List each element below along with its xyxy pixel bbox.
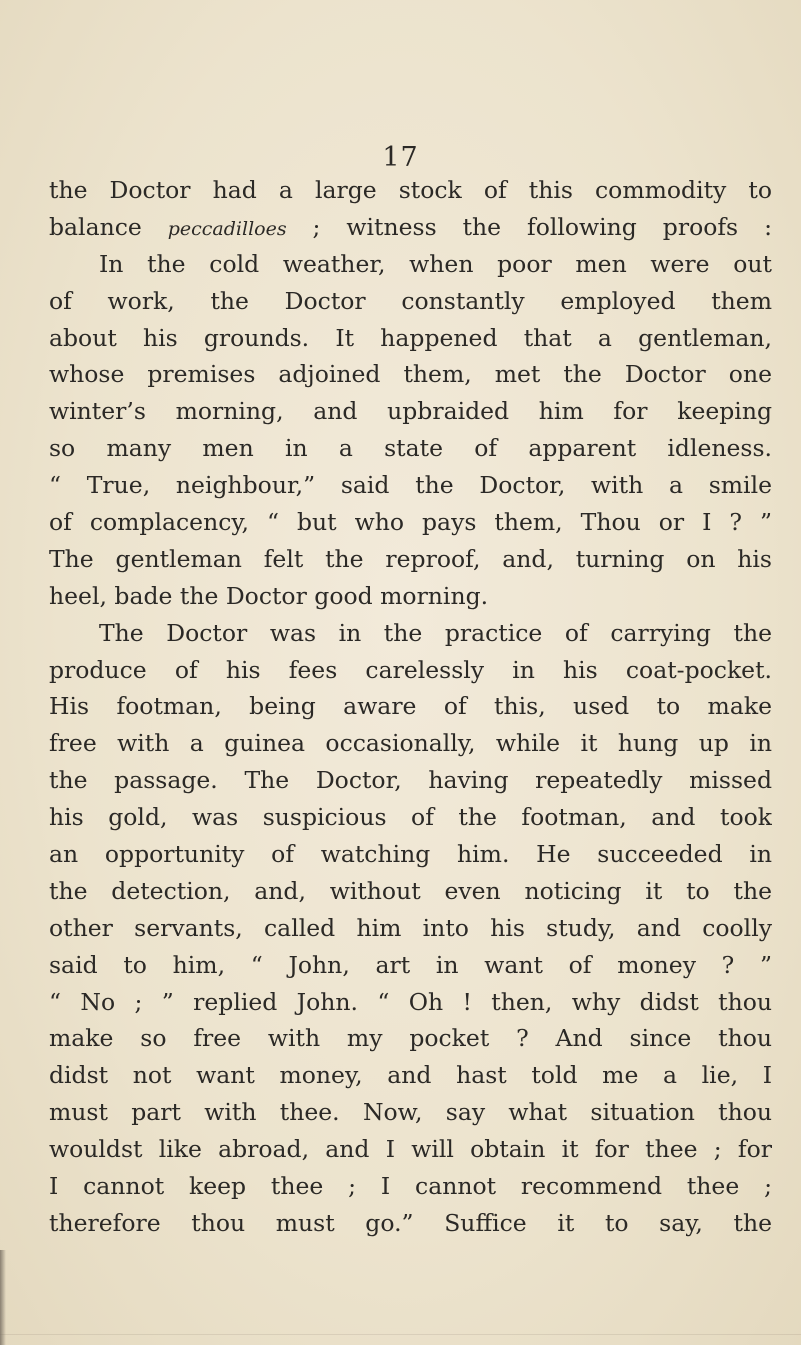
text-line: free with a guinea occasionally, while it hung up in (49, 729, 772, 758)
text-line: produce of his fees carelessly in his coat-pocket. (49, 655, 772, 684)
body-text (49, 172, 772, 1242)
text-line (49, 209, 772, 246)
text-line: so many men in a state of apparent idleness. (49, 434, 772, 463)
page-number: 17 (382, 142, 419, 173)
text-line: other servants, called him into his study, and coolly (49, 913, 772, 942)
text-line: said to him, “ John, art in want of money ? ” (49, 950, 772, 979)
text-line: the passage. The Doctor, having repeatedly missed (49, 766, 772, 795)
text-line: his gold, was suspicious of the footman, and took (49, 803, 772, 832)
text-line: “ No ; ” replied John. “ Oh ! then, why didst thou (49, 987, 772, 1016)
line-segment: ; witness the following proofs : (286, 212, 772, 241)
text-line: therefore thou must go.” Suffice it to say, the (49, 1208, 772, 1237)
text-line: His footman, being aware of this, used to make (49, 692, 772, 721)
text-line: heel, bade the Doctor good morning. (49, 581, 489, 610)
text-line: The gentleman felt the reproof, and, turning on his (49, 544, 772, 573)
page-edge-shadow (0, 1250, 6, 1345)
text-line: winter’s morning, and upbraided him for keeping (49, 397, 772, 426)
text-line: I cannot keep thee ; I cannot recommend thee ; (49, 1172, 772, 1201)
italic-word: peccadilloes (167, 217, 287, 240)
line-segment: balance (49, 212, 168, 241)
text-line: an opportunity of watching him. He succeeded in (49, 840, 772, 869)
text-line: The Doctor was in the practice of carrying the (99, 618, 772, 647)
text-line: of complacency, “ but who pays them, Thou or I ? ” (49, 508, 772, 537)
text-line: whose premises adjoined them, met the Doctor one (49, 360, 772, 389)
page-bottom-edge (0, 1334, 801, 1335)
text-line: about his grounds. It happened that a gentleman, (49, 323, 772, 352)
text-line: the Doctor had a large stock of this commodity to (49, 176, 772, 204)
text-line: In the cold weather, when poor men were out (99, 249, 772, 278)
text-line: the detection, and, without even noticing it to the (49, 876, 772, 905)
text-line: didst not want money, and hast told me a lie, I (49, 1061, 772, 1090)
text-line: of work, the Doctor constantly employed them (49, 286, 772, 315)
text-line: make so free with my pocket ? And since thou (49, 1024, 772, 1053)
text-line: wouldst like abroad, and I will obtain it for thee ; for (49, 1135, 772, 1164)
text-line: must part with thee. Now, say what situation thou (49, 1098, 772, 1127)
text-line: “ True, neighbour,” said the Doctor, with a smile (49, 471, 772, 500)
